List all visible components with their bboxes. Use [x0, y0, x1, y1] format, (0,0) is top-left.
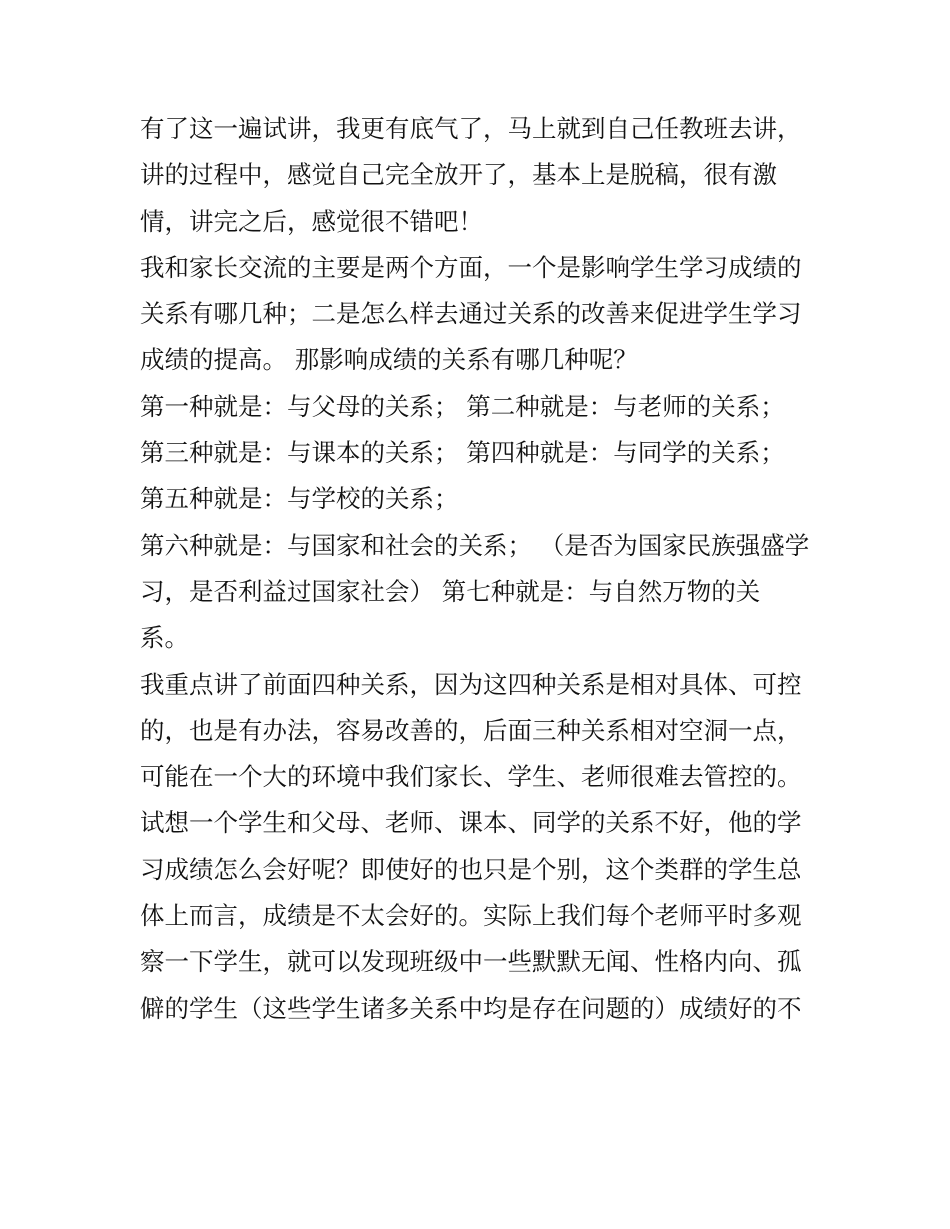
text-line: 第三种就是：与课本的关系； 第四种就是：与同学的关系；	[140, 438, 785, 468]
text-line: 试想一个学生和父母、老师、课本、同学的关系不好，他的学	[140, 808, 802, 838]
text-line: 我重点讲了前面四种关系，因为这四种关系是相对具体、可控	[140, 669, 802, 699]
text-line: 第六种就是：与国家和社会的关系； （是否为国家民族强盛学	[140, 530, 810, 560]
text-line: 第一种就是：与父母的关系； 第二种就是：与老师的关系；	[140, 391, 785, 421]
text-line: 情，讲完之后，感觉很不错吧！	[140, 206, 483, 236]
text-line: 关系有哪几种；二是怎么样去通过关系的改善来促进学生学习	[140, 299, 802, 329]
text-line: 体上而言，成绩是不太会好的。实际上我们每个老师平时多观	[140, 901, 802, 931]
text-line: 有了这一遍试讲，我更有底气了，马上就到自己任教班去讲，	[140, 114, 802, 143]
body-text	[140, 106, 830, 1032]
text-line: 习，是否利益过国家社会） 第七种就是：与自然万物的关	[140, 576, 761, 606]
text-line: 的，也是有办法，容易改善的，后面三种关系相对空洞一点，	[140, 715, 802, 745]
text-line: 讲的过程中，感觉自己完全放开了，基本上是脱稿，很有激	[140, 160, 777, 190]
text-line: 我和家长交流的主要是两个方面，一个是影响学生学习成绩的	[140, 252, 802, 282]
text-line: 第五种就是：与学校的关系；	[140, 484, 459, 514]
text-line: 察一下学生，就可以发现班级中一些默默无闻、性格内向、孤	[140, 947, 802, 977]
text-line: 僻的学生（这些学生诸多关系中均是存在问题的）成绩好的不	[140, 993, 802, 1023]
text-line: 系。	[140, 623, 189, 653]
text-line: 可能在一个大的环境中我们家长、学生、老师很难去管控的。	[140, 762, 802, 792]
text-line: 习成绩怎么会好呢？即使好的也只是个别，这个类群的学生总	[140, 854, 802, 884]
text-line: 成绩的提高。 那影响成绩的关系有哪几种呢？	[140, 345, 638, 375]
